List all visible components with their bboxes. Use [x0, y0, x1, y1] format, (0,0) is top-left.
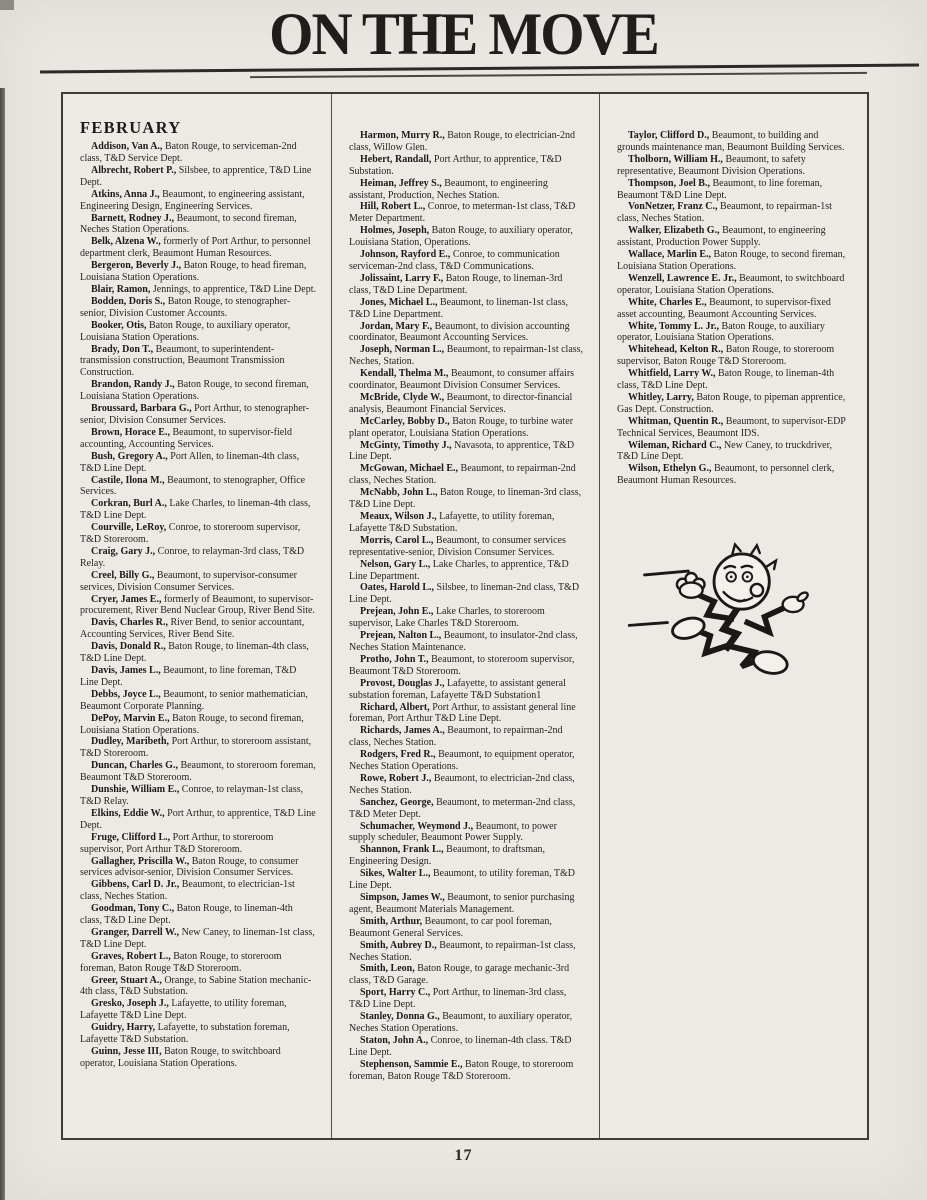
person-name: Wenzell, Lawrence E. Jr.,: [628, 272, 737, 284]
list-item: [617, 178, 852, 202]
person-name: Richard, Albert,: [360, 701, 430, 713]
person-name: Provost, Douglas J.,: [360, 677, 445, 689]
entry-details: Beaumont, to repairman-1st class, Neches Station.: [349, 939, 576, 963]
person-name: Taylor, Clifford D.,: [628, 130, 710, 141]
entry-details: Beaumont, to engineering assistant, Production, Neches Station.: [349, 177, 548, 201]
person-name: Oates, Harold L.,: [360, 582, 434, 594]
list-item: [349, 344, 584, 368]
entry-details: Baton Rouge, to pipeman apprentice, Gas Dept. Construction.: [617, 391, 846, 415]
entry-details: New Caney, to lineman-1st class, T&D Line Dept.: [80, 926, 315, 950]
list-item: [349, 440, 584, 464]
entry-details: Beaumont, to lineman-1st class, T&D Line Department.: [349, 296, 569, 320]
entry-details: Baton Rouge, to second fireman, Louisiana Station Operations.: [80, 379, 309, 403]
person-name: Brown, Horace E.,: [91, 426, 170, 438]
list-item: [80, 475, 316, 499]
list-item: [80, 808, 316, 832]
person-name: VonNetzer, Franz C.,: [628, 201, 718, 213]
person-name: Tholborn, William H.,: [628, 153, 723, 165]
list-item: [349, 678, 584, 702]
person-name: McNabb, John L.,: [360, 487, 438, 499]
person-name: Bush, Gregory A.,: [91, 450, 168, 462]
entry-details: Jennings, to apprentice, T&D Line Dept.: [150, 284, 316, 296]
entry-details: Lafayette, to utility foreman, Lafayette T&D Line Dept.: [80, 998, 287, 1022]
list-item: [80, 284, 316, 296]
list-item: [349, 630, 584, 654]
entry-list-column-2: [349, 130, 584, 1083]
entry-details: Beaumont, to repairman-1st class, Neches, Station.: [349, 344, 584, 368]
entry-details: Beaumont, to stenographer, Office Services.: [80, 474, 306, 498]
list-item: [617, 249, 852, 273]
person-name: Gallagher, Priscilla W.,: [91, 855, 190, 867]
person-name: Courville, LeRoy,: [91, 522, 167, 534]
person-name: Graves, Robert L.,: [91, 950, 171, 962]
entry-details: Conroe, to relayman-3rd class, T&D Relay.: [80, 545, 305, 569]
entry-details: Baton Rouge, to switchboard operator, Louisiana Station Operations.: [80, 1046, 281, 1069]
person-name: Stephenson, Sammie E.,: [360, 1058, 463, 1070]
reddy-kilowatt-mascot-icon: [625, 533, 845, 733]
title-rule-shadow: [250, 72, 867, 78]
person-name: Richards, James A.,: [360, 725, 445, 737]
list-item: [80, 998, 316, 1022]
entry-details: Baton Rouge, to electrician-2nd class, Willow Glen.: [349, 130, 575, 153]
person-name: Gibbens, Carl D. Jr.,: [91, 879, 180, 891]
scan-edge-artifact: [0, 88, 5, 1200]
person-name: Fruge, Clifford L.,: [91, 831, 171, 843]
person-name: Granger, Darrell W.,: [91, 926, 180, 938]
entry-details: Beaumont, to senior mathematician, Beaumont Corporate Planning.: [80, 688, 308, 712]
list-item: [80, 760, 316, 784]
entry-details: Port Allen, to lineman-4th class, T&D Line Dept.: [80, 450, 300, 474]
entry-details: Beaumont, to senior purchasing agent, Beaumont Materials Management.: [349, 892, 575, 915]
entry-details: Beaumont, to supervisor-field accounting, Accounting Services.: [80, 426, 292, 450]
entry-details: Beaumont, to supervisor-consumer services, Division Consumer Services.: [80, 569, 297, 593]
entry-details: Baton Rouge, to storeroom foreman, Baton Rouge T&D Storeroom.: [349, 1058, 574, 1082]
list-item: [80, 165, 316, 189]
list-item: [349, 606, 584, 630]
entry-details: Beaumont, to division accounting coordinator, Beaumont Accounting Services.: [349, 320, 570, 344]
entry-details: Beaumont, to line foreman, Beaumont T&D Line Dept.: [617, 177, 823, 201]
person-name: Smith, Aubrey D.,: [360, 939, 437, 951]
page-title: ON THE MOVE: [269, 1, 658, 68]
person-name: Jones, Michael L.,: [360, 296, 438, 308]
entry-details: Port Arthur, to lineman-3rd class, T&D Line Dept.: [349, 987, 567, 1011]
list-item: [617, 440, 852, 464]
list-item: [80, 713, 316, 737]
person-name: Davis, James L.,: [91, 665, 161, 677]
person-name: Whitfield, Larry W.,: [628, 368, 716, 380]
person-name: Jordan, Mary F.,: [360, 320, 433, 332]
entry-details: Beaumont, to supervisor-fixed asset accounting, Beaumont Accounting Services.: [617, 296, 831, 320]
person-name: Corkran, Burl A.,: [91, 498, 167, 510]
entry-details: Orange, to Sabine Station mechanic-4th class, T&D Substation.: [80, 974, 312, 998]
entry-details: Baton Rouge, to storeroom supervisor, Baton Rouge T&D Storeroom.: [617, 344, 835, 368]
person-name: Morris, Carol L.,: [360, 534, 434, 546]
list-item: [349, 940, 584, 964]
column-3: [599, 94, 867, 1138]
list-item: [80, 856, 316, 880]
list-item: [80, 379, 316, 403]
entry-details: Silsbee, to apprentice, T&D Line Dept.: [80, 164, 312, 188]
list-item: [80, 522, 316, 546]
entry-details: Port Arthur, to apprentice, T&D Line Dept.: [80, 807, 316, 831]
list-item: [349, 273, 584, 297]
list-item: [80, 594, 316, 618]
list-item: [349, 1011, 584, 1035]
list-item: [80, 736, 316, 760]
person-name: Nelson, Gary L.,: [360, 558, 431, 570]
list-item: [617, 297, 852, 321]
list-item: [349, 797, 584, 821]
person-name: Sanchez, George,: [360, 796, 434, 808]
list-item: [80, 689, 316, 713]
entry-details: formerly of Beaumont, to supervisor-procurement, River Bend Nuclear Group, River Bend Site.: [80, 593, 315, 617]
entry-details: Lake Charles, to storeroom supervisor, Lake Charles T&D Storeroom.: [349, 606, 545, 630]
person-name: Davis, Charles R.,: [91, 617, 168, 629]
entry-details: Baton Rouge, to second fireman, Louisiana Station Operations.: [80, 712, 304, 736]
list-item: [617, 344, 852, 368]
list-item: [80, 784, 316, 808]
entry-details: Beaumont, to personnel clerk, Beaumont Human Resources.: [617, 463, 835, 487]
person-name: McBride, Clyde W.,: [360, 391, 445, 403]
person-name: Debbs, Joyce L.,: [91, 688, 161, 700]
person-name: Thompson, Joel B.,: [628, 177, 710, 189]
entry-details: Navasota, to apprentice, T&D Line Dept.: [349, 439, 575, 463]
person-name: Jolissaint, Larry F.,: [360, 272, 444, 284]
list-item: [349, 249, 584, 273]
entry-details: Beaumont, to second fireman, Neches Station Operations.: [80, 212, 297, 236]
entry-details: Beaumont, to electrician-2nd class, Neches Station.: [349, 772, 575, 796]
list-item: [349, 1059, 584, 1083]
person-name: Bodden, Doris S.,: [91, 295, 166, 307]
list-item: [349, 916, 584, 940]
entry-details: Baton Rouge, to lineman-4th class, T&D Line Dept.: [617, 368, 835, 392]
entry-details: Port Arthur, to stenographer-senior, Division Consumer Services.: [80, 403, 310, 426]
list-item: [349, 368, 584, 392]
entry-details: Beaumont, to draftsman, Engineering Design.: [349, 844, 546, 868]
entry-details: Beaumont, to repairman-2nd class, Neches Station.: [349, 725, 563, 749]
list-item: [80, 141, 316, 165]
entry-details: Beaumont, to storeroom foreman, Beaumont T&D Storeroom.: [80, 760, 316, 784]
entry-details: Beaumont, to storeroom supervisor, Beaumont T&D Storeroom.: [349, 653, 575, 677]
person-name: Dunshie, William E.,: [91, 784, 180, 796]
entry-details: Port Arthur, to apprentice, T&D Substation.: [349, 153, 562, 177]
list-item: [80, 260, 316, 284]
person-name: Simpson, James W.,: [360, 892, 445, 903]
entry-details: Baton Rouge, to lineman-4th class, T&D Line Dept.: [80, 641, 309, 665]
entry-details: Baton Rouge, to auxiliary operator, Louisiana Station Operations.: [80, 319, 291, 343]
entry-details: Baton Rouge, to serviceman-2nd class, T&D Service Dept.: [80, 141, 297, 165]
entry-details: Silsbee, to lineman-2nd class, T&D Line Dept.: [349, 582, 580, 606]
entry-details: Beaumont, to switchboard operator, Louisiana Station Operations.: [617, 272, 845, 296]
masthead: [0, 0, 927, 92]
entry-details: Baton Rouge, to auxiliary operator, Louisiana Station Operations.: [617, 320, 825, 344]
person-name: Meaux, Wilson J.,: [360, 511, 437, 522]
entry-details: Baton Rouge, to head fireman, Louisiana Station Operations.: [80, 260, 307, 284]
list-item: [349, 868, 584, 892]
person-name: Smith, Leon,: [360, 963, 415, 975]
list-item: [80, 570, 316, 594]
person-name: Brandon, Randy J.,: [91, 379, 175, 391]
list-item: [617, 130, 852, 154]
person-name: Hebert, Randall,: [360, 153, 432, 165]
person-name: Prejean, John E.,: [360, 606, 434, 618]
list-item: [80, 403, 316, 427]
entry-details: Beaumont, to electrician-1st class, Neches Station.: [80, 879, 295, 903]
list-item: [80, 236, 316, 260]
person-name: Castile, Ilona M.,: [91, 474, 165, 486]
person-name: Shannon, Frank L.,: [360, 844, 444, 856]
person-name: Rowe, Robert J.,: [360, 772, 432, 784]
person-name: White, Tommy L. Jr.,: [628, 320, 720, 332]
entry-details: New Caney, to truckdriver, T&D Line Dept.: [617, 439, 833, 463]
entry-details: Port Arthur, to storeroom assistant, T&D Storeroom.: [80, 736, 312, 760]
person-name: Addison, Van A.,: [91, 141, 163, 153]
person-name: Guidry, Harry,: [91, 1022, 156, 1034]
entry-details: Beaumont, to consumer services representative-senior, Division Consumer Services.: [349, 534, 566, 558]
list-item: [80, 296, 316, 320]
person-name: DePoy, Marvin E.,: [91, 712, 170, 724]
entry-details: Beaumont, to equipment operator, Neches Station Operations.: [349, 749, 575, 773]
column-2: [331, 94, 599, 1138]
list-item: [80, 617, 316, 641]
list-item: [349, 297, 584, 321]
person-name: Protho, John T.,: [360, 653, 429, 665]
list-item: [349, 201, 584, 225]
person-name: Harmon, Murry R.,: [360, 130, 445, 141]
entry-details: Beaumont, to car pool foreman, Beaumont General Services.: [349, 915, 552, 939]
entry-details: Beaumont, to engineering assistant, Production Power Supply.: [617, 225, 826, 249]
list-item: [349, 154, 584, 178]
entry-details: Lafayette, to substation foreman, Lafayette T&D Substation.: [80, 1022, 290, 1046]
entry-details: Lake Charles, to lineman-4th class, T&D Line Dept.: [80, 498, 311, 522]
person-name: Bergeron, Beverly J.,: [91, 260, 182, 272]
entry-details: Port Arthur, to storeroom supervisor, Port Arthur T&D Storeroom.: [80, 831, 274, 855]
list-item: [349, 963, 584, 987]
list-item: [617, 321, 852, 345]
list-item: [80, 189, 316, 213]
person-name: Wileman, Richard C.,: [628, 439, 722, 451]
list-item: [349, 130, 584, 154]
list-item: [617, 154, 852, 178]
person-name: Whitehead, Kelton R.,: [628, 344, 724, 356]
person-name: Guinn, Jesse III,: [91, 1046, 162, 1058]
entry-details: Beaumont, to consumer affairs coordinator, Beaumont Division Consumer Services.: [349, 368, 575, 392]
person-name: Wilson, Ethelyn G.,: [628, 463, 712, 475]
list-item: [349, 392, 584, 416]
person-name: Schumacher, Weymond J.,: [360, 820, 474, 832]
entry-details: Port Arthur, to assistant general line foreman, Port Arthur T&D Line Dept.: [349, 701, 576, 725]
person-name: Hill, Robert L.,: [360, 201, 426, 213]
person-name: Smith, Arthur,: [360, 915, 423, 927]
list-item: [349, 225, 584, 249]
entry-details: Lafayette, to utility foreman, Lafayette T&D Substation.: [349, 511, 555, 534]
column-1: [63, 94, 331, 1138]
list-item: [80, 927, 316, 951]
entry-details: Conroe, to meterman-1st class, T&D Meter Department.: [349, 201, 576, 225]
entry-details: Conroe, to relayman-1st class, T&D Relay.: [80, 784, 304, 807]
entry-details: Lake Charles, to apprentice, T&D Line Department.: [349, 558, 569, 582]
list-item: [617, 463, 852, 487]
list-item: [80, 344, 316, 380]
list-item: [349, 559, 584, 583]
entry-details: Baton Rouge, to auxiliary operator, Louisiana Station, Operations.: [349, 225, 573, 249]
list-item: [349, 535, 584, 559]
list-item: [80, 951, 316, 975]
entry-details: Conroe, to storeroom supervisor, T&D Storeroom.: [80, 522, 301, 546]
list-item: [617, 273, 852, 297]
person-name: Dudley, Maribeth,: [91, 736, 170, 748]
entry-details: Baton Rouge, to storeroom foreman, Baton Rouge T&D Storeroom.: [80, 950, 282, 974]
entry-details: Conroe, to communication serviceman-2nd class, T&D Communications.: [349, 249, 560, 272]
entry-details: Beaumont, to meterman-2nd class, T&D Meter Dept.: [349, 796, 576, 820]
entry-details: Baton Rouge, to second fireman, Louisiana Station Operations.: [617, 249, 846, 272]
person-name: Wallace, Marlin E.,: [628, 249, 712, 261]
person-name: Heiman, Jeffrey S.,: [360, 177, 442, 189]
person-name: Kendall, Thelma M.,: [360, 368, 449, 380]
list-item: [349, 511, 584, 535]
list-item: [349, 178, 584, 202]
person-name: McGinty, Timothy J.,: [360, 439, 452, 451]
page-number: 17: [454, 1147, 473, 1164]
section-heading-february: FEBRUARY: [80, 118, 182, 137]
person-name: Whitman, Quentin R.,: [628, 415, 724, 427]
list-item: [80, 427, 316, 451]
person-name: Staton, John A.,: [360, 1034, 429, 1046]
list-item: [80, 498, 316, 522]
person-name: McGowan, Michael E.,: [360, 463, 459, 475]
entry-details: Baton Rouge, to lineman-4th class, T&D Line Dept.: [80, 903, 293, 927]
list-item: [80, 879, 316, 903]
entry-details: Lafayette, to assistant general substation foreman, Lafayette T&D Substation1: [349, 677, 566, 701]
person-name: Blair, Ramon,: [91, 284, 151, 296]
entry-details: Beaumont, to building and grounds maintenance man, Beaumont Building Services.: [617, 130, 845, 153]
entry-details: Beaumont, to insulator-2nd class, Neches Station Maintenance.: [349, 630, 578, 653]
list-item: [617, 416, 852, 440]
person-name: Sport, Harry C.,: [360, 987, 431, 999]
entry-details: Beaumont, to auxiliary operator, Neches Station Operations.: [349, 1011, 573, 1034]
list-item: [80, 903, 316, 927]
entry-details: River Bend, to senior accountant, Accounting Services, River Bend Site.: [80, 617, 305, 641]
person-name: Elkins, Eddie W.,: [91, 807, 165, 819]
person-name: Sikes, Walter L.,: [360, 868, 431, 880]
person-name: Gresko, Joseph J.,: [91, 998, 169, 1010]
person-name: Broussard, Barbara G.,: [91, 403, 192, 415]
entry-details: Beaumont, to repairman-2nd class, Neches Station.: [349, 463, 576, 487]
entry-details: Beaumont, to utility foreman, T&D Line Dept.: [349, 868, 576, 892]
list-item: [80, 451, 316, 475]
list-item: [617, 201, 852, 225]
person-name: Duncan, Charles G.,: [91, 760, 178, 772]
entry-details: Baton Rouge, to lineman-3rd class, T&D Line Department.: [349, 272, 563, 296]
person-name: Atkins, Anna J.,: [91, 188, 160, 200]
list-item: [80, 546, 316, 570]
list-item: [349, 749, 584, 773]
person-name: Greer, Stuart A.,: [91, 974, 162, 986]
list-item: [349, 821, 584, 845]
person-name: Creel, Billy G.,: [91, 569, 155, 581]
entry-details: Beaumont, to safety representative, Beaumont Division Operations.: [617, 153, 806, 177]
entry-list-column-3: [617, 130, 852, 487]
person-name: Joseph, Norman L.,: [360, 344, 445, 356]
list-item: [617, 392, 852, 416]
entry-details: Baton Rouge, to lineman-3rd class, T&D Line Dept.: [349, 487, 582, 511]
person-name: Belk, Alzena W.,: [91, 236, 161, 248]
person-name: Holmes, Joseph,: [360, 225, 430, 237]
person-name: Walker, Elizabeth G.,: [628, 225, 720, 237]
list-item: [349, 844, 584, 868]
list-item: [617, 368, 852, 392]
list-item: [349, 725, 584, 749]
page-footer: [0, 1147, 927, 1165]
list-item: [349, 582, 584, 606]
list-item: [80, 1046, 316, 1070]
content-box: [61, 92, 869, 1140]
entry-details: Beaumont, to power supply scheduler, Beaumont Power Supply.: [349, 820, 557, 844]
person-name: Brady, Don T.,: [91, 343, 154, 355]
list-item: [349, 487, 584, 511]
list-item: [80, 213, 316, 237]
person-name: Whitley, Larry,: [628, 391, 694, 403]
list-item: [349, 892, 584, 916]
list-item: [349, 987, 584, 1011]
entry-details: Baton Rouge, to turbine water plant operator, Louisiana Station Operations.: [349, 415, 574, 439]
list-item: [80, 1022, 316, 1046]
list-item: [349, 702, 584, 726]
person-name: McCarley, Bobby D.,: [360, 415, 450, 427]
list-item: [349, 321, 584, 345]
entry-details: Beaumont, to director-financial analysis, Beaumont Financial Services.: [349, 391, 573, 415]
entry-details: Baton Rouge, to garage mechanic-3rd class, T&D Garage.: [349, 963, 570, 987]
list-item: [80, 832, 316, 856]
person-name: Albrecht, Robert P.,: [91, 164, 177, 176]
person-name: Booker, Otis,: [91, 319, 147, 331]
list-item: [349, 463, 584, 487]
person-name: Barnett, Rodney J.,: [91, 212, 175, 224]
entry-details: formerly of Port Arthur, to personnel department clerk, Beaumont Human Resources.: [80, 236, 311, 260]
list-item: [349, 773, 584, 797]
list-item: [349, 654, 584, 678]
person-name: Stanley, Donna G.,: [360, 1011, 440, 1023]
list-item: [617, 225, 852, 249]
person-name: Davis, Donald R.,: [91, 641, 166, 653]
person-name: Johnson, Rayford E.,: [360, 249, 451, 261]
person-name: Cryer, James E.,: [91, 593, 162, 605]
person-name: White, Charles E.,: [628, 296, 707, 308]
entry-details: Baton Rouge, to stenographer-senior, Division Customer Accounts.: [80, 295, 291, 319]
list-item: [349, 416, 584, 440]
entry-list-column-1: [80, 141, 316, 1070]
entry-details: Conroe, to lineman-4th class. T&D Line Dept.: [349, 1034, 572, 1058]
list-item: [80, 641, 316, 665]
person-name: Rodgers, Fred R.,: [360, 749, 436, 761]
entry-details: Beaumont, to superintendent-transmission construction, Beaumont Transmission Construction.: [80, 343, 285, 379]
person-name: Craig, Gary J.,: [91, 545, 156, 557]
entry-details: Beaumont, to engineering assistant, Engineering Design, Engineering Services.: [80, 188, 305, 212]
person-name: Prejean, Nalton L.,: [360, 630, 442, 642]
list-item: [80, 320, 316, 344]
entry-details: Baton Rouge, to consumer services advisor-senior, Division Consumer Services.: [80, 855, 299, 879]
list-item: [80, 665, 316, 689]
entry-details: Beaumont, to line foreman, T&D Line Dept.: [80, 665, 297, 688]
list-item: [80, 975, 316, 999]
entry-details: Beaumont, to supervisor-EDP Technical Services, Beaumont IDS.: [617, 415, 846, 439]
person-name: Goodman, Tony C.,: [91, 903, 175, 915]
entry-details: Beaumont, to repairman-1st class, Neches Station.: [617, 201, 832, 225]
list-item: [349, 1035, 584, 1059]
